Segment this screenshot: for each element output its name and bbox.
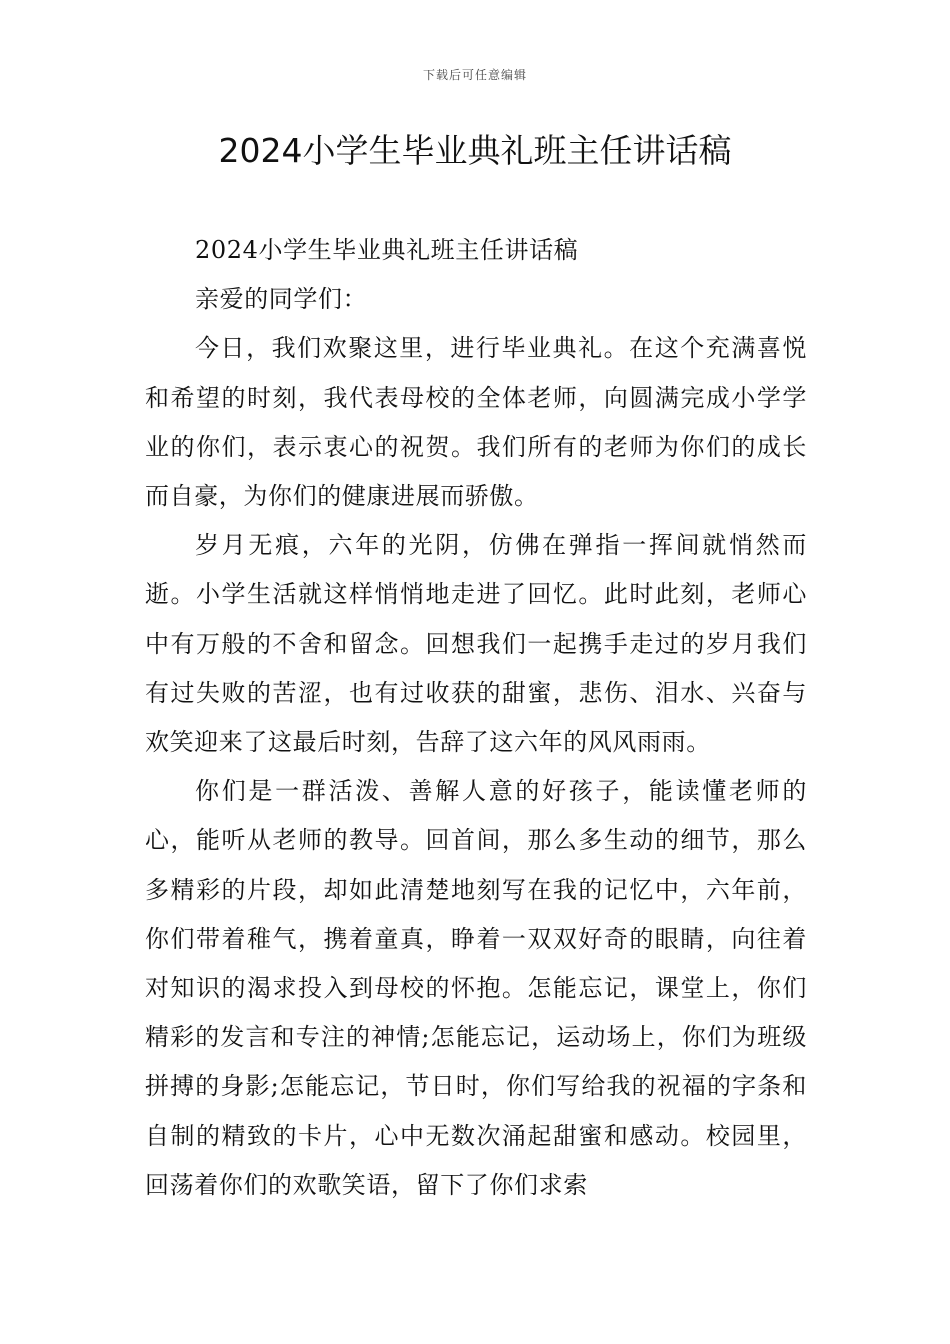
paragraph-salutation: 亲爱的同学们： xyxy=(195,285,368,314)
document-title: 2024小学生毕业典礼班主任讲话稿 xyxy=(218,131,732,170)
paragraph: 你们是一群活泼、善解人意的好孩子，能读懂老师的心，能听从老师的教导。回首间，那么多生动的细节，那么多精彩的片段，却如此清楚地刻写在我的记忆中，六年前，你们带着稚气，携着童真，睁着一双双好奇的眼睛，向往着对知识的渴求投入到母校的怀抱。怎能忘记，课堂上，你们精彩的发言和专注的神情;怎能忘记，运动场上，你们为班级拼搏的身影;怎能忘记，节日时，你们写给我的祝福的字条和自制的精致的卡片，心中无数次涌起甜蜜和感动。校园里，回荡着你们的欢歌笑语，留下了你们求索 xyxy=(145,777,807,1199)
paragraph-subtitle: 2024小学生毕业典礼班主任讲话稿 xyxy=(195,236,579,264)
document-body xyxy=(145,226,807,1210)
paragraph: 岁月无痕，六年的光阴，仿佛在弹指一挥间就悄然而逝。小学生活就这样悄悄地走进了回忆。此时此刻，老师心中有万般的不舍和留念。回想我们一起携手走过的岁月我们有过失败的苦涩，也有过收获的甜蜜，悲伤、泪水、兴奋与欢笑迎来了这最后时刻，告辞了这六年的风风雨雨。 xyxy=(145,531,807,757)
header-note: 下载后可任意编辑 xyxy=(422,68,527,82)
paragraph: 今日，我们欢聚这里，进行毕业典礼。在这个充满喜悦和希望的时刻，我代表母校的全体老师，向圆满完成小学学业的你们，表示衷心的祝贺。我们所有的老师为你们的成长而自豪，为你们的健康进展而骄傲。 xyxy=(145,334,807,511)
